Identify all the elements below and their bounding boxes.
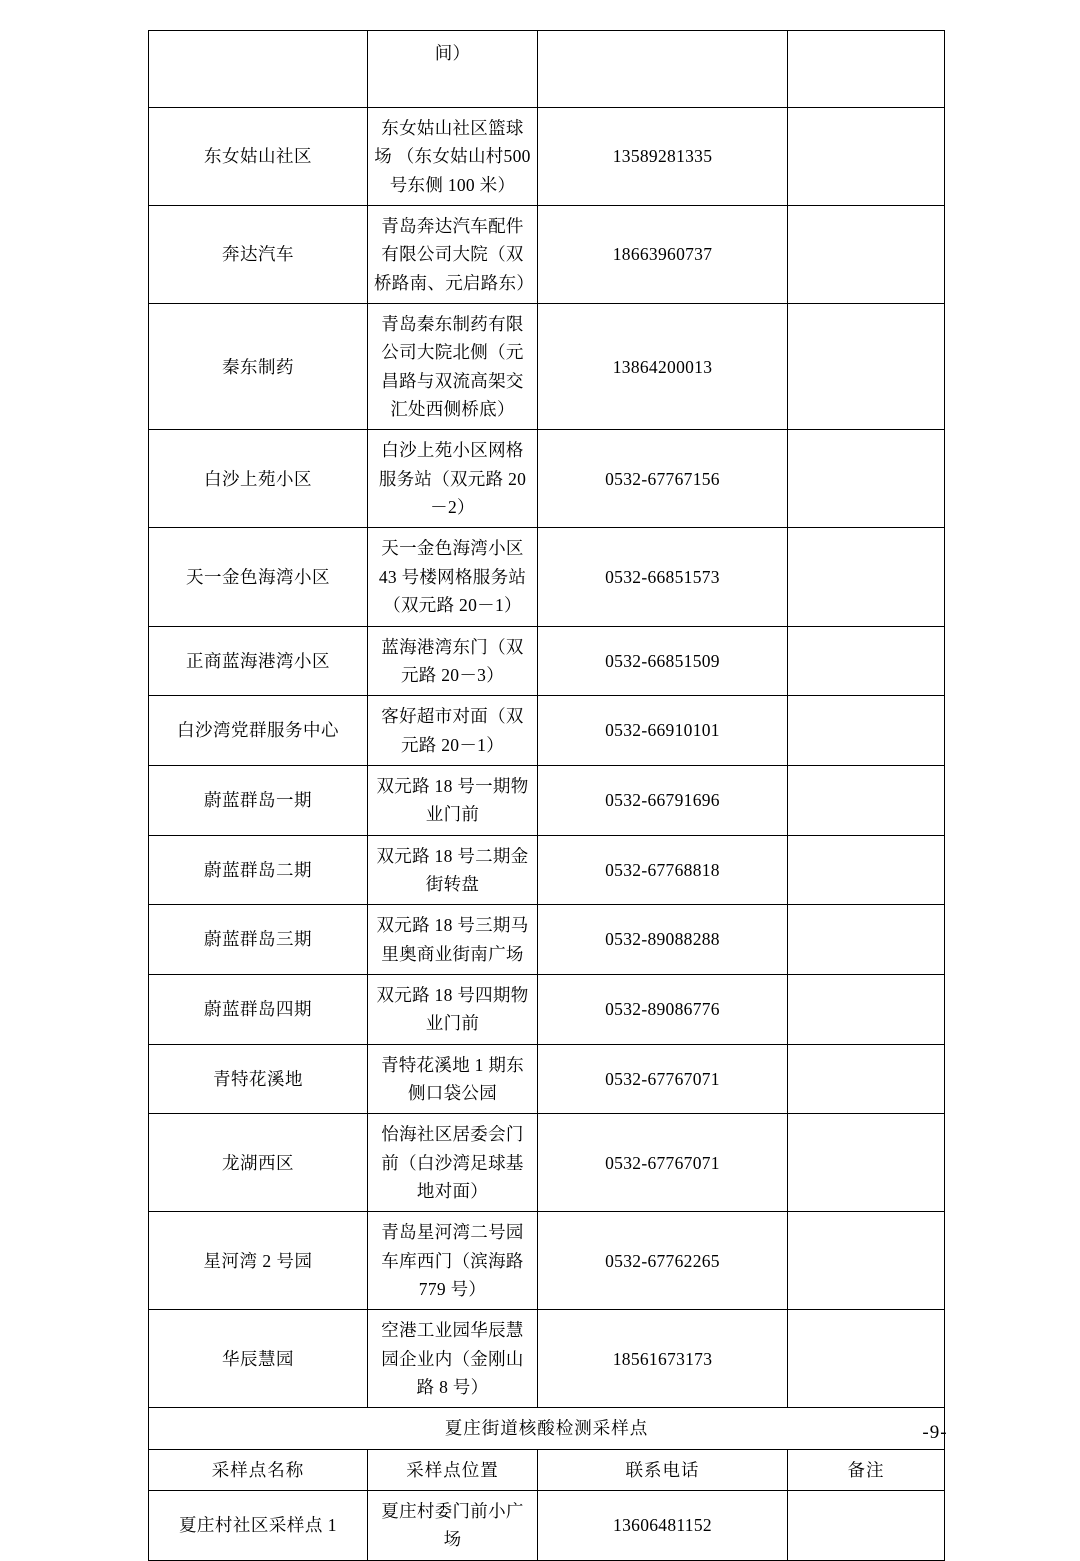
sampling-sites-table bbox=[148, 30, 945, 1561]
site-note bbox=[788, 108, 945, 206]
site-name: 天一金色海湾小区 bbox=[149, 528, 368, 626]
site-phone: 0532-67767071 bbox=[538, 1114, 788, 1212]
site-location: 青特花溪地 1 期东侧口袋公园 bbox=[368, 1044, 538, 1114]
table-row bbox=[149, 765, 945, 835]
site-name: 华辰慧园 bbox=[149, 1310, 368, 1408]
site-name: 白沙上苑小区 bbox=[149, 430, 368, 528]
site-note bbox=[788, 206, 945, 304]
site-name: 正商蓝海港湾小区 bbox=[149, 626, 368, 696]
site-phone bbox=[538, 31, 788, 108]
site-phone: 0532-66851509 bbox=[538, 626, 788, 696]
table-row bbox=[149, 108, 945, 206]
site-note bbox=[788, 765, 945, 835]
site-name: 夏庄村社区采样点 1 bbox=[149, 1491, 368, 1561]
site-location: 青岛奔达汽车配件有限公司大院（双桥路南、元启路东） bbox=[368, 206, 538, 304]
section-title: 夏庄街道核酸检测采样点 bbox=[149, 1408, 945, 1449]
site-name: 蔚蓝群岛二期 bbox=[149, 835, 368, 905]
site-note bbox=[788, 1044, 945, 1114]
table-row bbox=[149, 1310, 945, 1408]
site-phone: 18663960737 bbox=[538, 206, 788, 304]
site-phone: 18561673173 bbox=[538, 1310, 788, 1408]
table-row bbox=[149, 430, 945, 528]
site-note bbox=[788, 974, 945, 1044]
table-row bbox=[149, 1114, 945, 1212]
column-header-name: 采样点名称 bbox=[149, 1449, 368, 1490]
site-location: 东女姑山社区篮球场 （东女姑山村500 号东侧 100 米） bbox=[368, 108, 538, 206]
site-note bbox=[788, 1212, 945, 1310]
table-row bbox=[149, 1044, 945, 1114]
site-location: 双元路 18 号一期物业门前 bbox=[368, 765, 538, 835]
site-location: 白沙上苑小区网格服务站（双元路 20－2） bbox=[368, 430, 538, 528]
site-note bbox=[788, 430, 945, 528]
table-row bbox=[149, 974, 945, 1044]
site-name: 青特花溪地 bbox=[149, 1044, 368, 1114]
site-phone: 0532-67767071 bbox=[538, 1044, 788, 1114]
site-location: 双元路 18 号三期马里奥商业街南广场 bbox=[368, 905, 538, 975]
site-location: 夏庄村委门前小广场 bbox=[368, 1491, 538, 1561]
site-phone: 0532-89088288 bbox=[538, 905, 788, 975]
table-row bbox=[149, 905, 945, 975]
table-row bbox=[149, 528, 945, 626]
site-phone: 0532-66851573 bbox=[538, 528, 788, 626]
site-note bbox=[788, 528, 945, 626]
site-location: 客好超市对面（双元路 20－1） bbox=[368, 696, 538, 766]
site-location: 青岛秦东制药有限公司大院北侧（元昌路与双流高架交汇处西侧桥底） bbox=[368, 304, 538, 430]
site-location: 青岛星河湾二号园车库西门（滨海路779 号） bbox=[368, 1212, 538, 1310]
site-note bbox=[788, 304, 945, 430]
site-location: 空港工业园华辰慧园企业内（金刚山路 8 号） bbox=[368, 1310, 538, 1408]
site-name: 蔚蓝群岛一期 bbox=[149, 765, 368, 835]
site-name bbox=[149, 31, 368, 108]
site-name: 东女姑山社区 bbox=[149, 108, 368, 206]
table-header-row bbox=[149, 1449, 945, 1490]
site-location: 间） bbox=[368, 31, 538, 108]
site-name: 星河湾 2 号园 bbox=[149, 1212, 368, 1310]
site-location: 双元路 18 号二期金街转盘 bbox=[368, 835, 538, 905]
site-name: 白沙湾党群服务中心 bbox=[149, 696, 368, 766]
column-header-note: 备注 bbox=[788, 1449, 945, 1490]
site-location: 天一金色海湾小区43 号楼网格服务站（双元路 20－1） bbox=[368, 528, 538, 626]
site-phone: 0532-67762265 bbox=[538, 1212, 788, 1310]
table-row bbox=[149, 696, 945, 766]
table-row bbox=[149, 1212, 945, 1310]
site-phone: 13589281335 bbox=[538, 108, 788, 206]
page-number: -9- bbox=[922, 1422, 948, 1443]
site-location: 双元路 18 号四期物业门前 bbox=[368, 974, 538, 1044]
site-note bbox=[788, 905, 945, 975]
site-phone: 13606481152 bbox=[538, 1491, 788, 1561]
site-phone: 0532-67768818 bbox=[538, 835, 788, 905]
site-phone: 0532-66910101 bbox=[538, 696, 788, 766]
site-note bbox=[788, 835, 945, 905]
site-phone: 0532-67767156 bbox=[538, 430, 788, 528]
site-name: 蔚蓝群岛三期 bbox=[149, 905, 368, 975]
site-note bbox=[788, 626, 945, 696]
site-note bbox=[788, 696, 945, 766]
table-row bbox=[149, 835, 945, 905]
site-phone: 0532-89086776 bbox=[538, 974, 788, 1044]
site-note bbox=[788, 31, 945, 108]
site-location: 怡海社区居委会门前（白沙湾足球基地对面） bbox=[368, 1114, 538, 1212]
table-row bbox=[149, 1491, 945, 1561]
site-note bbox=[788, 1114, 945, 1212]
table-row bbox=[149, 304, 945, 430]
site-name: 龙湖西区 bbox=[149, 1114, 368, 1212]
site-phone: 13864200013 bbox=[538, 304, 788, 430]
sampling-sites-table-wrapper bbox=[148, 30, 944, 1561]
table-row bbox=[149, 626, 945, 696]
table-row bbox=[149, 206, 945, 304]
site-location: 蓝海港湾东门（双元路 20－3） bbox=[368, 626, 538, 696]
site-note bbox=[788, 1491, 945, 1561]
site-name: 奔达汽车 bbox=[149, 206, 368, 304]
site-phone: 0532-66791696 bbox=[538, 765, 788, 835]
site-name: 秦东制药 bbox=[149, 304, 368, 430]
site-note bbox=[788, 1310, 945, 1408]
table-row-continued bbox=[149, 31, 945, 108]
site-name: 蔚蓝群岛四期 bbox=[149, 974, 368, 1044]
column-header-location: 采样点位置 bbox=[368, 1449, 538, 1490]
column-header-phone: 联系电话 bbox=[538, 1449, 788, 1490]
